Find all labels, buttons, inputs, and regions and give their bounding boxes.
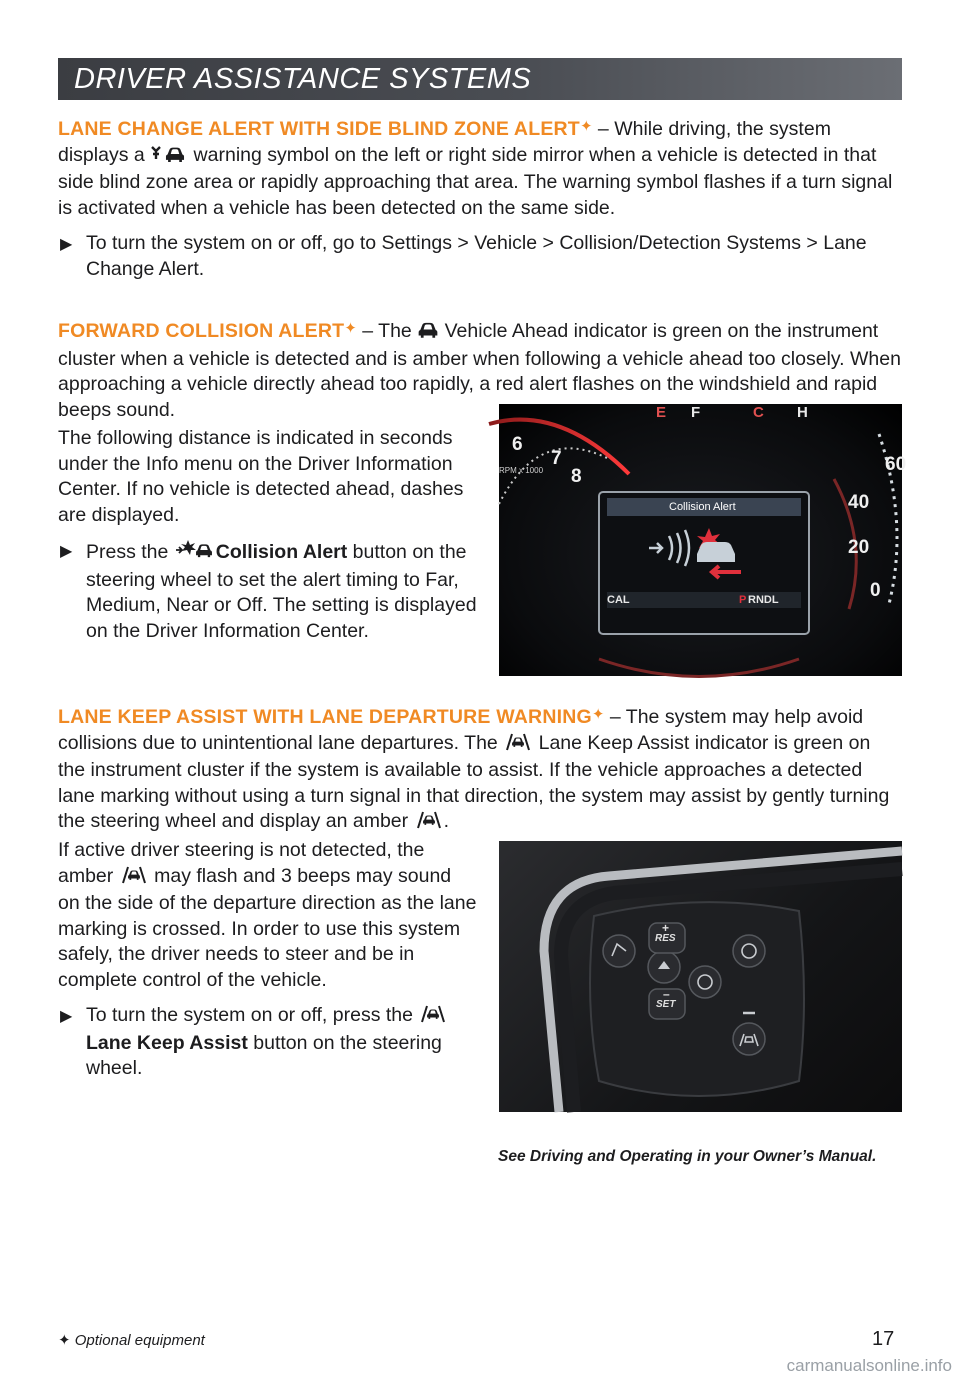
lane-keep-icon [503, 733, 533, 759]
tach-number-8: 8 [571, 466, 582, 487]
section-header [58, 58, 902, 100]
vehicle-ahead-icon [417, 321, 439, 347]
speed-number-20: 20 [848, 537, 870, 558]
lane-keep-icon [119, 866, 149, 892]
res-button-label: RES [655, 933, 676, 944]
speed-number-60: 60 [885, 454, 907, 475]
optional-star-icon: ✦ [579, 118, 593, 135]
set-button-label: SET [656, 999, 676, 1010]
lane-keep-bullet: ▶ To turn the system on or off, press the Lane Keep Assist button on the steering wheel. [58, 1003, 478, 1082]
gauge-letter-c: C [753, 404, 764, 421]
forward-collision-paragraph: FORWARD COLLISION ALERT✦ – The Vehicle Ahead indicator is green on the instrument cluster when a vehicle is detected and is amber when following a vehicle ahead too closely. When approaching a vehicle directly ahead too rapidly, a red alert flashes on the windshield and rapid beeps sound. [58, 320, 901, 421]
set-button-minus: – [663, 987, 670, 1001]
collision-alert-icon [645, 518, 765, 588]
gauge-letter-f: F [691, 404, 701, 421]
lane-change-section [58, 114, 902, 282]
lane-change-heading: LANE CHANGE ALERT WITH SIDE BLIND ZONE ALERT [58, 118, 580, 140]
screen-cal-label: CAL [607, 594, 630, 606]
lane-change-paragraph: LANE CHANGE ALERT WITH SIDE BLIND ZONE ALERT✦ – While driving, the system displays a warning symbol on the left or right side mirror when a vehicle is detected in that side blind zone area or rapidly approaching that area. The warning symbol flashes if a turn signal is activated when a vehicle has been detected on the same side. [58, 118, 893, 219]
collision-alert-icon [174, 538, 216, 568]
triangle-arrow-icon: ▶ [60, 236, 73, 253]
tach-number-6: 6 [512, 434, 523, 455]
instrument-cluster-photo [499, 404, 907, 676]
screen-title: Collision Alert [669, 501, 736, 513]
lane-keep-paragraph: LANE KEEP ASSIST WITH LANE DEPARTURE WARNING✦ – The system may help avoid collisions due to unintentional lane departures. The Lane Keep Assist indicator is green on the instrument cluster if the system is available to assist. If the vehicle approaches a detected lane marking without using a turn signal in that direction, the system may assist by gently turning the steering wheel and display an amber . [58, 702, 902, 837]
screen-gear-rest: RNDL [748, 594, 779, 606]
active-steering-section [58, 838, 478, 1082]
watermark: carmanualsonline.info [786, 1356, 952, 1375]
gauge-letter-e: E [656, 404, 667, 421]
lane-keep-heading: LANE KEEP ASSIST WITH LANE DEPARTURE WARNING [58, 706, 592, 728]
optional-star-icon: ✦ [591, 706, 605, 723]
lane-keep-icon [418, 1005, 448, 1031]
gauge-letter-h: H [797, 404, 808, 421]
lane-keep-section [58, 702, 902, 837]
section-title: DRIVER ASSISTANCE SYSTEMS [74, 63, 532, 95]
triangle-arrow-icon: ▶ [60, 543, 73, 560]
lane-change-bullet: ▶ To turn the system on or off, go to Settings > Vehicle > Collision/Detection Systems > Lane Change Alert. [60, 232, 867, 280]
res-button-plus: + [662, 921, 670, 935]
optional-equipment-note: ✦ Optional equipment [58, 1332, 205, 1349]
following-distance-paragraph: The following distance is indicated in seconds under the Info menu on the Driver Information Center. If no vehicle is detected ahead, dashes are displayed. [58, 427, 464, 526]
following-distance-section [58, 426, 478, 644]
collision-alert-bullet: ▶ Press the Collision Alert button on the steering wheel to set the alert timing to Far, Medium, Near or Off. The setting is displayed on the Driver Information Center. [58, 538, 478, 644]
lane-keep-icon [414, 811, 444, 837]
tach-number-7: 7 [551, 448, 562, 469]
owners-manual-note: See Driving and Operating in your Owner’s Manual. [498, 1148, 877, 1165]
blind-zone-icon [150, 145, 188, 171]
tach-unit: RPM x 1000 [499, 466, 544, 475]
optional-star-icon: ✦ [344, 320, 357, 337]
optional-star-icon: ✦ [58, 1332, 71, 1349]
speed-number-40: 40 [848, 492, 870, 513]
triangle-arrow-icon: ▶ [60, 1008, 73, 1025]
speed-number-0: 0 [870, 580, 881, 601]
screen-gear-p: P [739, 594, 747, 606]
steering-wheel-photo [499, 841, 902, 1112]
active-steering-paragraph: If active driver steering is not detected, the amber may flash and 3 beeps may sound on the side of the departure direction as the lane marking is crossed. In order to use this system safely, the driver needs to steer and be in complete control of the vehicle. [58, 839, 477, 991]
page-number: 17 [872, 1328, 895, 1350]
forward-collision-heading: FORWARD COLLISION ALERT [58, 320, 345, 342]
